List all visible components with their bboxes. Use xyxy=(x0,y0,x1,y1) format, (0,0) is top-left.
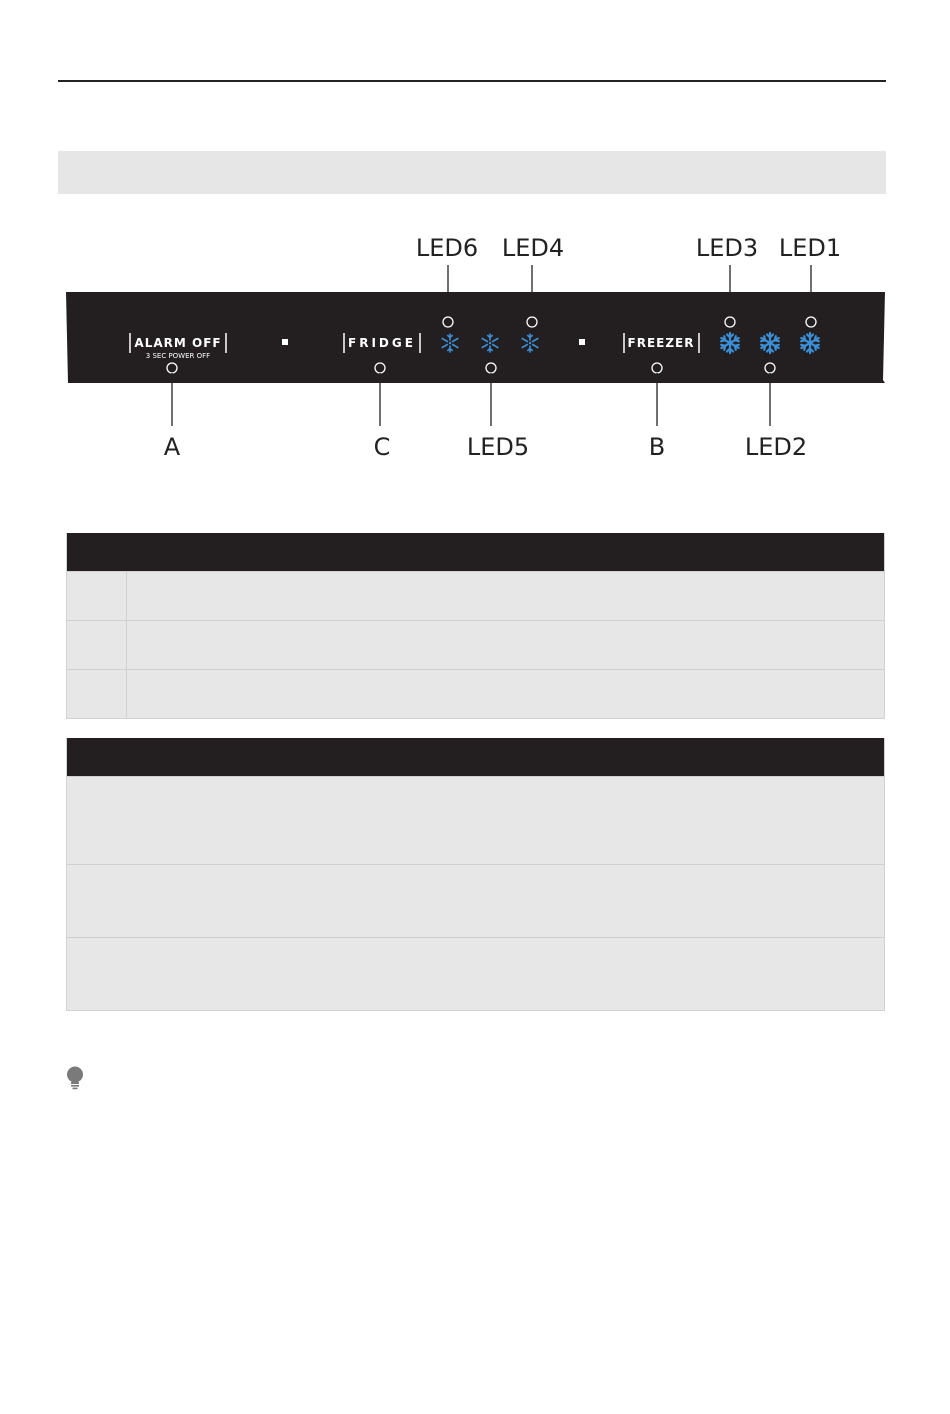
led-table xyxy=(66,738,885,1011)
freezer-label: FREEZER xyxy=(627,336,695,350)
label-led5: LED5 xyxy=(466,433,530,461)
table-row xyxy=(67,776,884,864)
table-value-cell xyxy=(127,670,884,718)
label-led6: LED6 xyxy=(415,234,479,262)
power-off-sublabel: 3 SEC POWER OFF xyxy=(145,352,211,360)
section-header-bar xyxy=(58,151,886,194)
fridge-label: FRIDGE xyxy=(348,336,416,350)
label-led2: LED2 xyxy=(744,433,808,461)
button-table xyxy=(66,533,885,719)
table-row xyxy=(67,571,884,620)
label-led3: LED3 xyxy=(695,234,759,262)
square-dot-icon xyxy=(579,339,585,345)
table-key-cell xyxy=(67,621,127,669)
table-key-cell xyxy=(67,572,127,620)
table-row xyxy=(67,937,884,1010)
table-row xyxy=(67,620,884,669)
table-header xyxy=(67,533,884,571)
table-value-cell xyxy=(127,572,884,620)
table-value-cell xyxy=(127,621,884,669)
table-row xyxy=(67,864,884,937)
label-led4: LED4 xyxy=(501,234,565,262)
label-b: B xyxy=(648,433,666,461)
top-rule xyxy=(58,80,886,82)
control-panel-diagram xyxy=(0,200,950,500)
table-header xyxy=(67,738,884,776)
square-dot-icon xyxy=(282,339,288,345)
label-led1: LED1 xyxy=(778,234,842,262)
label-a: A xyxy=(163,433,181,461)
table-key-cell xyxy=(67,670,127,718)
table-row xyxy=(67,669,884,718)
label-c: C xyxy=(373,433,391,461)
lightbulb-icon xyxy=(65,1066,85,1090)
alarm-off-label: ALARM OFF xyxy=(134,336,222,350)
